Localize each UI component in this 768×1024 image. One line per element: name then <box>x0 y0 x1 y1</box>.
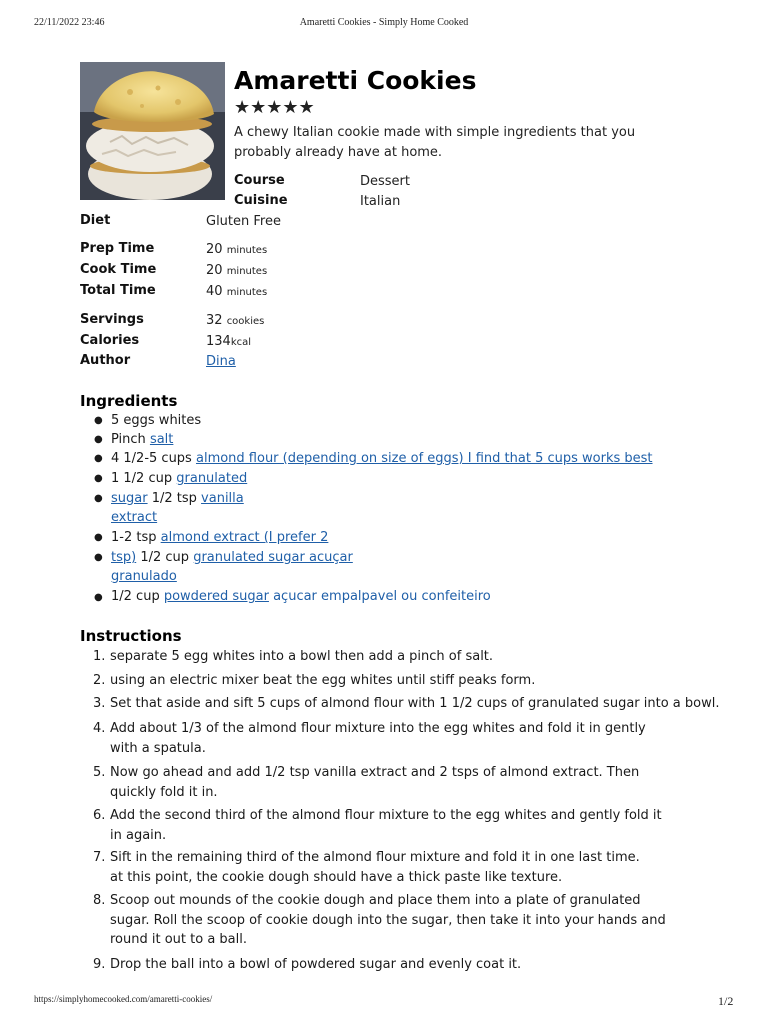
vanilla-link[interactable]: vanilla <box>201 491 244 506</box>
ingredient-amount: 4 1/2-5 cups <box>111 451 192 466</box>
instruction-step-9: Drop the ball into a bowl of powdered sugar and evenly coat it. <box>110 957 522 972</box>
ingredient-amount: 1-2 tsp <box>111 530 157 545</box>
ingredient-amount: 1 1/2 cup <box>111 471 173 486</box>
step-number: 2. <box>93 673 106 688</box>
instruction-step-3: Set that aside and sift 5 cups of almond flour with 1 1/2 cups of granulated sugar into a bowl. <box>110 696 720 711</box>
ingredient-continuation <box>111 568 177 586</box>
cook-time-unit: minutes <box>226 266 268 277</box>
servings-unit: cookies <box>226 316 265 327</box>
tsp-link[interactable]: tsp) <box>111 550 137 565</box>
cuisine-value: Italian <box>360 194 401 209</box>
calories-unit: kcal <box>230 337 252 348</box>
calories-value <box>206 334 251 349</box>
ingredient-amount: Pinch <box>111 432 146 447</box>
granulated-link[interactable]: granulated <box>176 471 248 486</box>
cuisine-label: Cuisine <box>234 193 288 208</box>
cook-time-label: Cook Time <box>80 262 157 277</box>
print-page-title: Amaretti Cookies - Simply Home Cooked <box>299 17 469 28</box>
bullet: ● <box>94 493 103 504</box>
instruction-step-7: Sift in the remaining third of the almond flour mixture and fold it in one last time. at this point, the cookie dough should have a thick paste like texture. <box>110 850 640 885</box>
bullet: ● <box>94 592 103 603</box>
servings-label: Servings <box>80 312 144 327</box>
print-url: https://simplyhomecooked.com/amaretti-cookies/ <box>34 994 213 1004</box>
step-number: 3. <box>93 696 106 711</box>
prep-time-value <box>206 242 267 257</box>
bullet: ● <box>94 473 103 484</box>
prep-time-number: 20 <box>206 242 223 257</box>
ingredient-amount: 1/2 cup <box>140 550 190 565</box>
print-datetime: 22/11/2022 23:46 <box>34 17 105 28</box>
bullet: ● <box>94 552 103 563</box>
ingredient-granulated <box>111 470 247 488</box>
author-label: Author <box>80 353 131 368</box>
ingredient-almond-extract <box>111 529 328 547</box>
instruction-step-4: Add about 1/3 of the almond flour mixture into the egg whites and fold it in gently with a spatula. <box>110 721 646 756</box>
ingredient-powdered-sugar <box>111 588 491 606</box>
course-label: Course <box>234 173 285 188</box>
instruction-step-6: Add the second third of the almond flour mixture to the egg whites and gently fold it in again. <box>110 808 662 843</box>
star-rating[interactable]: ★★★★★ <box>234 97 315 118</box>
instruction-step-5: Now go ahead and add 1/2 tsp vanilla extract and 2 tsps of almond extract. Then quickly fold it in. <box>110 765 640 800</box>
prep-time-label: Prep Time <box>80 241 155 256</box>
step-number: 6. <box>93 808 106 823</box>
step-number: 9. <box>93 957 106 972</box>
step-number: 7. <box>93 850 106 865</box>
salt-link[interactable]: salt <box>149 432 174 447</box>
diet-value: Gluten Free <box>206 214 281 229</box>
cook-time-value <box>206 263 267 278</box>
powdered-sugar-link[interactable]: powdered sugar <box>163 589 269 604</box>
author-link[interactable]: Dina <box>206 354 236 369</box>
granulado-link[interactable]: granulado <box>111 569 177 584</box>
bullet: ● <box>94 415 103 426</box>
total-time-label: Total Time <box>80 283 156 298</box>
course-value: Dessert <box>360 174 410 189</box>
diet-label: Diet <box>80 213 111 228</box>
bullet: ● <box>94 532 103 543</box>
recipe-title: Amaretti Cookies <box>234 66 477 95</box>
ingredient-almond-flour <box>111 450 653 468</box>
ingredient-sugar-vanilla <box>111 490 244 508</box>
step-number: 8. <box>93 893 106 908</box>
ingredient-salt <box>111 431 173 449</box>
print-page-number: 1/2 <box>718 994 734 1008</box>
servings-value[interactable] <box>206 313 264 328</box>
ingredient-egg-whites: 5 eggs whites <box>111 413 202 428</box>
ingredient-amount: 1/2 tsp <box>151 491 197 506</box>
instructions-heading: Instructions <box>80 627 182 645</box>
instruction-step-1: separate 5 egg whites into a bowl then add a pinch of salt. <box>110 649 494 664</box>
servings-number: 32 <box>206 313 223 328</box>
total-time-unit: minutes <box>226 287 268 298</box>
almond-extract-link[interactable]: almond extract (I prefer 2 <box>160 530 329 545</box>
ingredient-granulated-sugar <box>111 549 353 567</box>
total-time-value <box>206 284 267 299</box>
ingredient-continuation <box>111 509 157 527</box>
bullet: ● <box>94 434 103 445</box>
ingredients-heading: Ingredients <box>80 392 178 410</box>
recipe-photo <box>80 62 225 200</box>
cook-time-number: 20 <box>206 263 223 278</box>
instruction-step-8: Scoop out mounds of the cookie dough and place them into a plate of granulated sugar. Roll the scoop of cookie dough into the sugar, then take it into your hands and round it out to a ball. <box>110 893 666 947</box>
author-value <box>206 354 236 369</box>
step-number: 4. <box>93 721 106 736</box>
calories-label: Calories <box>80 333 140 348</box>
bullet: ● <box>94 453 103 464</box>
total-time-number: 40 <box>206 284 223 299</box>
extract-link[interactable]: extract <box>111 510 158 525</box>
step-number: 1. <box>93 649 106 664</box>
granulated-sugar-link[interactable]: granulated sugar acuçar <box>193 550 353 565</box>
ingredient-note: açucar empalpavel ou confeiteiro <box>273 589 491 604</box>
calories-number: 134 <box>206 334 231 349</box>
almond-flour-link[interactable]: almond flour (depending on size of eggs) I find that 5 cups works best <box>195 451 653 466</box>
instruction-step-2: using an electric mixer beat the egg whites until stiff peaks form. <box>110 673 536 688</box>
recipe-summary: A chewy Italian cookie made with simple ingredients that you probably already have at home. <box>234 125 636 160</box>
step-number: 5. <box>93 765 106 780</box>
prep-time-unit: minutes <box>226 245 268 256</box>
sugar-link[interactable]: sugar <box>111 491 148 506</box>
ingredient-amount: 1/2 cup <box>111 589 160 604</box>
